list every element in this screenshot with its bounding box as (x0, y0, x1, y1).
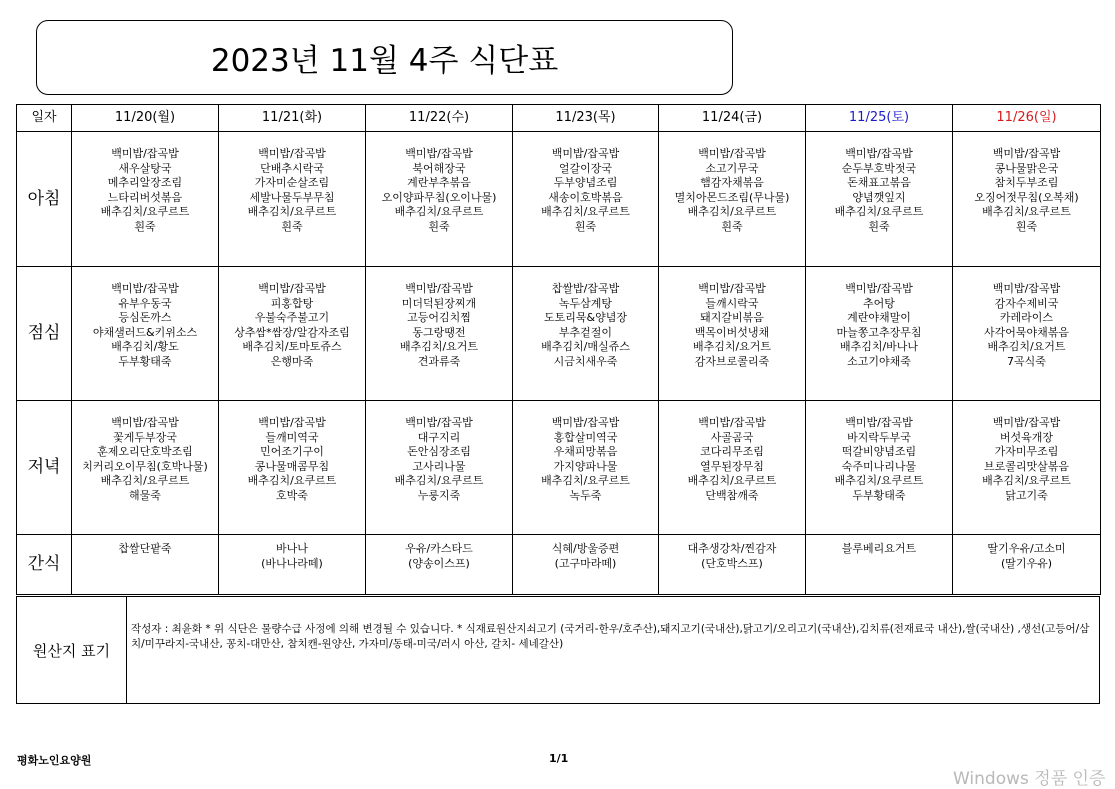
menu-item: 백미밥/잡곡밥 (551, 147, 620, 160)
menu-item: 백목이버섯냉채 (694, 325, 770, 339)
lunch-cell (953, 267, 1101, 401)
menu-item: 딸기우유/고소미 (987, 542, 1066, 555)
menu-item: 백미밥/잡곡밥 (405, 416, 473, 429)
menu-item: 야채샐러드&키위소스 (92, 325, 198, 339)
menu-item: (고구마라떼) (554, 556, 617, 570)
menu-item: 열무된장무침 (700, 459, 764, 473)
menu-item: 꽃게두부장국 (113, 430, 177, 444)
lunch-cell (806, 267, 953, 401)
menu-item: 사각어묵야채볶음 (983, 325, 1069, 339)
menu-item: 배추김치/요거트 (399, 340, 479, 354)
menu-item: 미더덕된장찌개 (401, 296, 477, 310)
menu-item: 순두부호박젓국 (841, 161, 917, 175)
menu-item: 코다리무조림 (700, 445, 764, 459)
menu-item: 가자미순살조림 (254, 176, 330, 190)
menu-item: 배추김치/요쿠르트 (100, 205, 190, 219)
menu-item: (양송이스프) (408, 556, 470, 570)
snack-cell (953, 535, 1101, 595)
institution-name: 평화노인요양원 (17, 754, 92, 767)
menu-item: 배추김치/요쿠르트 (247, 205, 337, 219)
meal-label-snack: 간식 (17, 535, 72, 595)
menu-item: 배추김치/요쿠르트 (541, 474, 630, 488)
menu-item: 흰죽 (574, 219, 597, 233)
menu-item: 가자미무조림 (994, 445, 1059, 459)
menu-item: 흰죽 (1015, 219, 1038, 233)
menu-item: 콩나물매콤무침 (254, 459, 330, 473)
menu-item: (딸기우유) (1000, 556, 1053, 570)
menu-item: 브로콜리맛살볶음 (983, 459, 1069, 473)
dinner-cell (513, 401, 659, 535)
menu-item: 호박죽 (276, 488, 308, 502)
lunch-cell (72, 267, 219, 401)
menu-item: 오이양파무침(오이나물) (381, 190, 497, 204)
snack-cell (366, 535, 513, 595)
menu-item: 백미밥/잡곡밥 (111, 416, 179, 429)
menu-item: 배추김치/요쿠르트 (982, 205, 1071, 219)
day-header: 11/20(월) (72, 105, 219, 132)
day-header: 11/22(수) (366, 105, 513, 132)
lunch-row (17, 267, 1101, 401)
day-header-sunday: 11/26(일) (953, 105, 1101, 132)
menu-item: 백미밥/잡곡밥 (111, 147, 179, 160)
snack-cell (806, 535, 953, 595)
menu-item: 흰죽 (868, 219, 890, 233)
menu-item: 흰죽 (281, 219, 303, 233)
meal-table (16, 104, 1101, 595)
menu-item: 민어조기구이 (260, 445, 324, 459)
dinner-row (17, 401, 1101, 535)
breakfast-cell (806, 132, 953, 267)
menu-item: 계란야채말이 (847, 311, 911, 325)
menu-item: 배추김치/요쿠르트 (541, 205, 630, 219)
menu-item: 추어탕 (863, 296, 895, 310)
menu-item: 백미밥/잡곡밥 (111, 282, 179, 295)
snack-cell (513, 535, 659, 595)
menu-item: 배추김치/요쿠르트 (982, 474, 1071, 488)
meal-label-breakfast: 아침 (17, 132, 72, 267)
menu-item: 얼갈이장국 (558, 161, 613, 175)
menu-item: 부추겉절이 (558, 325, 613, 339)
menu-item: 돈채표고볶음 (847, 176, 911, 190)
menu-item: 두부황태죽 (118, 354, 172, 368)
menu-item: 녹두죽 (569, 488, 602, 502)
breakfast-cell (513, 132, 659, 267)
menu-item: 치커리오이무침(호박나물) (82, 459, 208, 473)
menu-item: 돼지갈비볶음 (700, 311, 764, 325)
dinner-cell (659, 401, 806, 535)
dinner-cell (806, 401, 953, 535)
menu-item: 단배추시락국 (260, 161, 324, 175)
menu-item: 배추김치/바나나 (839, 340, 919, 354)
menu-item: 상추쌈*쌈장/알감자조림 (234, 325, 350, 339)
menu-item: 감자브로콜리죽 (694, 354, 770, 368)
breakfast-row (17, 132, 1101, 267)
menu-item: 소고기야채죽 (847, 354, 911, 368)
menu-item: 카레라이스 (999, 311, 1054, 325)
page-number: 1/1 (549, 752, 569, 765)
menu-item: 들깨시락국 (705, 296, 759, 310)
breakfast-cell (953, 132, 1101, 267)
menu-item: 양념깻잎지 (852, 190, 906, 204)
menu-item: 백미밥/잡곡밥 (992, 282, 1061, 295)
menu-item: 배추김치/요쿠르트 (834, 474, 924, 488)
menu-item: 돈안심장조림 (407, 445, 471, 459)
menu-item: 배추김치/요쿠르트 (834, 205, 924, 219)
snack-cell (219, 535, 366, 595)
menu-item: 찹쌀밥/잡곡밥 (551, 282, 620, 295)
lunch-cell (219, 267, 366, 401)
menu-item: 새우살탕국 (118, 161, 172, 175)
menu-item: 단백참깨죽 (705, 488, 759, 502)
date-header-label: 일자 (17, 105, 72, 132)
menu-item: 계란부추볶음 (407, 176, 471, 190)
menu-item: 백미밥/잡곡밥 (698, 147, 766, 160)
origin-table (16, 596, 1100, 704)
breakfast-cell (366, 132, 513, 267)
lunch-cell (513, 267, 659, 401)
menu-item: 멸치아몬드조림(무나물) (674, 190, 790, 204)
menu-item: 유부우동국 (118, 296, 172, 310)
menu-item: 북어해장국 (412, 161, 466, 175)
snack-cell (72, 535, 219, 595)
menu-item: 백미밥/잡곡밥 (258, 282, 326, 295)
menu-item: 대구지리 (417, 430, 461, 444)
menu-item: 두부황태죽 (852, 488, 906, 502)
menu-item: 피홍합탕 (270, 296, 314, 310)
menu-item: 흰죽 (428, 219, 450, 233)
activation-watermark: Windows 정품 인증 (953, 769, 1106, 789)
menu-item: 등심돈까스 (118, 311, 172, 325)
menu-item: 백미밥/잡곡밥 (258, 147, 326, 160)
menu-item: 백미밥/잡곡밥 (992, 147, 1061, 160)
meal-label-lunch: 점심 (17, 267, 72, 401)
menu-item: 7곡식죽 (1007, 354, 1046, 368)
menu-item: 백미밥/잡곡밥 (551, 416, 620, 429)
menu-item: 백미밥/잡곡밥 (845, 147, 913, 160)
menu-item: 배추김치/요쿠르트 (394, 474, 484, 488)
menu-item: 고등어김치찜 (407, 311, 471, 325)
menu-item: 배추김치/요쿠르트 (687, 205, 777, 219)
dinner-cell (72, 401, 219, 535)
menu-item: 견과류죽 (417, 354, 461, 368)
menu-item: 홍합살미역국 (553, 430, 618, 444)
menu-item: 배추김치/매실쥬스 (541, 340, 630, 354)
dinner-cell (219, 401, 366, 535)
menu-item: 가지양파나물 (553, 459, 618, 473)
breakfast-cell (659, 132, 806, 267)
menu-item: 새송이호박볶음 (548, 190, 623, 204)
menu-item: 배추김치/요쿠르트 (687, 474, 777, 488)
menu-item: 동그랑땡전 (412, 325, 466, 339)
dinner-cell (953, 401, 1101, 535)
page-title: 2023년 11월 4주 식단표 (210, 43, 559, 79)
menu-item: 녹두삼계탕 (558, 296, 613, 310)
menu-item: 백미밥/잡곡밥 (992, 416, 1061, 429)
title-box (36, 20, 733, 95)
menu-item: 세발나물두부무침 (249, 190, 335, 204)
menu-item: 백미밥/잡곡밥 (845, 416, 913, 429)
menu-item: 백미밥/잡곡밥 (258, 416, 326, 429)
menu-item: 배추김치/토마토쥬스 (242, 340, 342, 354)
lunch-cell (659, 267, 806, 401)
menu-item: 닭고기죽 (1005, 488, 1048, 502)
menu-item: 배추김치/요거트 (692, 340, 772, 354)
menu-item: 사골곰국 (710, 430, 754, 444)
menu-item: 숙주미나리나물 (841, 459, 917, 473)
menu-item: 배추김치/요거트 (987, 340, 1066, 354)
menu-item: 블루베리요거트 (841, 542, 917, 555)
date-header-row (17, 105, 1101, 132)
menu-item: 식혜/방울증편 (551, 542, 620, 555)
menu-item: 백미밥/잡곡밥 (845, 282, 913, 295)
menu-item: 두부양념조림 (553, 176, 618, 190)
menu-item: 흰죽 (134, 219, 156, 233)
meal-label-dinner: 저녁 (17, 401, 72, 535)
menu-item: 감자수제비국 (994, 296, 1059, 310)
menu-item: 바지락두부국 (847, 430, 911, 444)
menu-item: 메추리알장조림 (107, 176, 183, 190)
day-header: 11/24(금) (659, 105, 806, 132)
menu-item: 바나나 (276, 542, 308, 555)
snack-row (17, 535, 1101, 595)
menu-item: 누룽지죽 (417, 488, 461, 502)
snack-cell (659, 535, 806, 595)
menu-item: 참치두부조림 (994, 176, 1059, 190)
menu-item: 우채피망볶음 (553, 445, 618, 459)
origin-text: 작성자 : 최윤화 * 위 식단은 물량수급 사정에 의해 변경될 수 있습니다. * 식재료원산지쇠고기 (국거리-한우/호주산),돼지고기(국내산),닭고기/오리고기(국내산),김치류(전재료국 내산),쌀(국내산) ,생선(고등어/삼치/미꾸라지-국내산, 꽁치-대만산, 참치캔-원양산, 가자미/동태-미국/러시 아산, 갈치- 세네갈산) (127, 597, 1100, 704)
menu-item: 배추김치/요쿠르트 (247, 474, 337, 488)
menu-item: 백미밥/잡곡밥 (405, 147, 473, 160)
breakfast-cell (219, 132, 366, 267)
menu-item: 들깨미역국 (265, 430, 319, 444)
menu-item: 도토리묵&양념장 (544, 311, 627, 325)
menu-item: 배추김치/요쿠르트 (394, 205, 484, 219)
menu-item: 마늘쫑고추장무침 (836, 325, 922, 339)
menu-item: 오징어젓무침(오복채) (974, 190, 1079, 204)
menu-item: 콩나물맑은국 (994, 161, 1059, 175)
menu-item: (단호박스프) (701, 556, 763, 570)
menu-item: 찹쌀단팥죽 (118, 542, 172, 555)
menu-item: 백미밥/잡곡밥 (405, 282, 473, 295)
menu-item: 배추김치/요쿠르트 (100, 474, 190, 488)
menu-item: 백미밥/잡곡밥 (698, 282, 766, 295)
dinner-cell (366, 401, 513, 535)
menu-item: 백미밥/잡곡밥 (698, 416, 766, 429)
menu-item: 고사리나물 (412, 459, 466, 473)
origin-label: 원산지 표기 (17, 597, 127, 704)
menu-item: 우불숙주불고기 (254, 311, 330, 325)
day-header-saturday: 11/25(토) (806, 105, 953, 132)
menu-item: 햄감자채볶음 (700, 176, 764, 190)
menu-item: 시금치새우죽 (553, 354, 618, 368)
menu-item: 배추김치/황도 (111, 340, 179, 354)
menu-item: 훈제오리단호박조림 (97, 445, 193, 459)
menu-item: 소고기무국 (705, 161, 759, 175)
menu-item: 버섯육개장 (999, 430, 1054, 444)
breakfast-cell (72, 132, 219, 267)
menu-item: 흰죽 (721, 219, 743, 233)
menu-item: (바나나라떼) (261, 556, 323, 570)
day-header: 11/23(목) (513, 105, 659, 132)
menu-item: 느타리버섯볶음 (107, 190, 183, 204)
menu-item: 해물죽 (129, 488, 161, 502)
menu-item: 우유/카스타드 (405, 542, 473, 555)
day-header: 11/21(화) (219, 105, 366, 132)
menu-item: 대추생강차/찐감자 (687, 542, 777, 555)
menu-item: 은행마죽 (270, 354, 314, 368)
lunch-cell (366, 267, 513, 401)
menu-item: 떡갈비양념조림 (841, 445, 917, 459)
